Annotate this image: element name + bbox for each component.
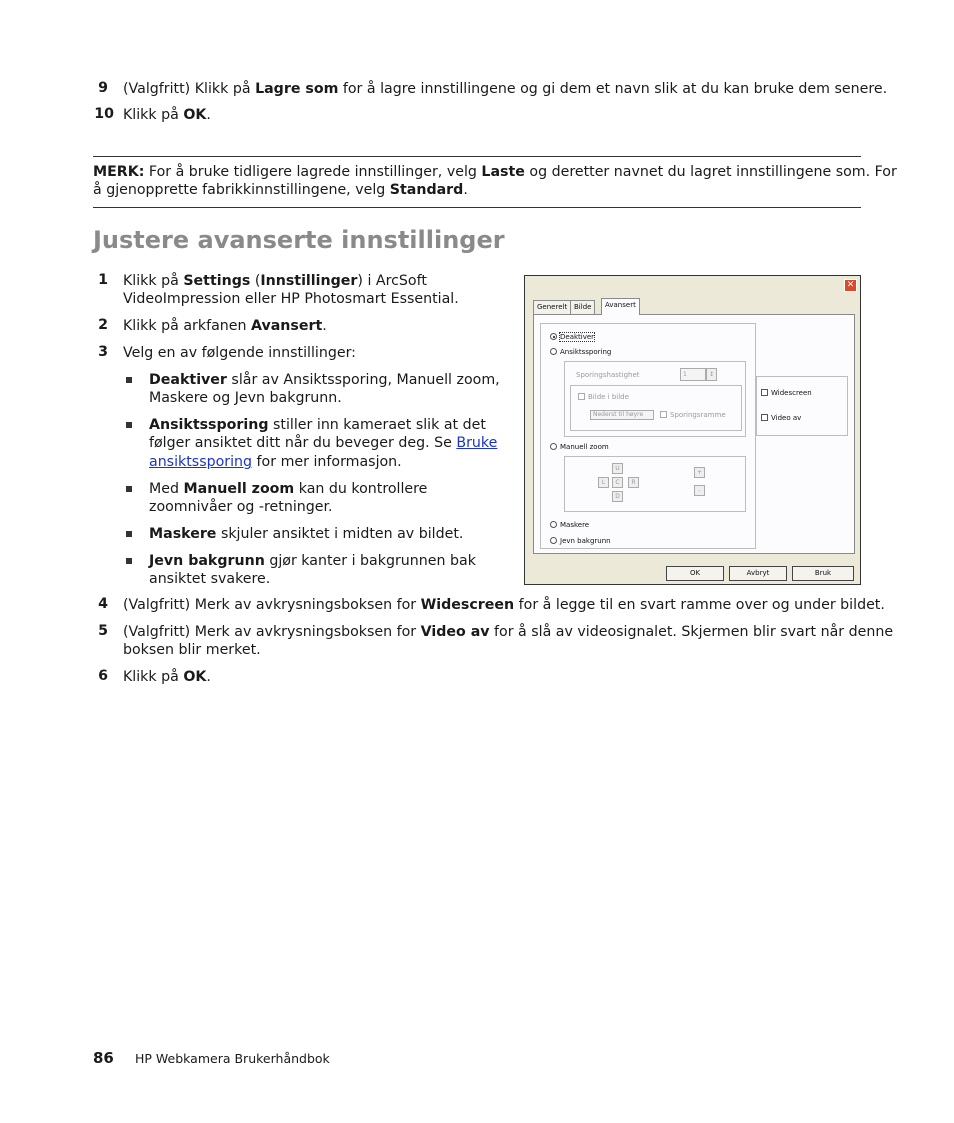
- radio-deactivate[interactable]: [550, 333, 557, 340]
- radio-facetrack-label: Ansiktssporing: [560, 348, 612, 356]
- radio-smooth-background[interactable]: [550, 537, 557, 544]
- output-options-group: [756, 376, 848, 436]
- bullet-3-bold: Manuell zoom: [183, 481, 295, 497]
- step-2-bold: Avansert: [251, 318, 323, 334]
- pan-center-button[interactable]: C: [612, 477, 623, 488]
- bullet-2-post: stiller inn kameraet slik at det: [268, 417, 486, 433]
- note-text-3: å gjenopprette fabrikkinnstillingene, velg: [93, 182, 390, 198]
- note-line-2: [93, 181, 468, 200]
- step-10-pre: Klikk på: [123, 107, 184, 123]
- note-bold-1: Laste: [481, 164, 525, 180]
- pan-right-button[interactable]: R: [628, 477, 639, 488]
- speed-spinner-icon[interactable]: ↕: [706, 368, 717, 381]
- step-5-line-1: [123, 623, 893, 642]
- step-6-post: .: [206, 669, 211, 685]
- zoom-in-button[interactable]: +: [694, 467, 705, 478]
- step-2-text: [123, 317, 327, 336]
- step-5-bold: Video av: [420, 624, 490, 640]
- note-bold-2: Standard: [389, 182, 464, 198]
- step-5-pre: (Valgfritt) Merk av avkrysningsboksen for: [123, 624, 421, 640]
- advanced-settings-dialog: [524, 275, 861, 585]
- bullet-marker-4: [126, 531, 132, 537]
- bullet-5-post: gjør kanter i bakgrunnen bak: [264, 553, 476, 569]
- bullet-1-bold: Deaktiver: [149, 372, 227, 388]
- step-9-post: for å lagre innstillingene og gi dem et navn slik at du kan bruke dem senere.: [338, 81, 888, 97]
- pip-label: Bilde i bilde: [588, 393, 629, 401]
- bullet-marker-5: [126, 558, 132, 564]
- note-text-1: For å bruke tidligere lagrede innstillinger, velg: [144, 164, 482, 180]
- step-4-text: [123, 596, 885, 615]
- bullet-2-line-2: [149, 434, 497, 453]
- step-2-pre: Klikk på arkfanen: [123, 318, 251, 334]
- track-frame-checkbox[interactable]: [660, 411, 667, 418]
- note-line-1: [93, 163, 897, 182]
- step-10-post: .: [206, 107, 211, 123]
- bullet-marker-2: [126, 422, 132, 428]
- bullet-4-bold: Maskere: [149, 526, 217, 542]
- step-1-line-1: [123, 272, 427, 291]
- tab-avansert[interactable]: Avansert: [601, 298, 640, 315]
- step-4-number: 4: [98, 596, 108, 612]
- video-off-checkbox[interactable]: [761, 414, 768, 421]
- footer-title: HP Webkamera Brukerhåndbok: [135, 1051, 330, 1066]
- zoom-out-button[interactable]: -: [694, 485, 705, 496]
- step-9-bold: Lagre som: [255, 81, 339, 97]
- step-6-pre: Klikk på: [123, 669, 184, 685]
- radio-mask-label: Maskere: [560, 521, 590, 529]
- pip-group: [570, 385, 742, 431]
- step-5-number: 5: [98, 623, 108, 639]
- bullet-marker-1: [126, 377, 132, 383]
- radio-smooth-background-label: Jevn bakgrunn: [560, 537, 611, 545]
- step-1-mid: (: [250, 273, 261, 289]
- bullet-3-post: kan du kontrollere: [294, 481, 428, 497]
- pip-checkbox[interactable]: [578, 393, 585, 400]
- note-label: MERK:: [93, 164, 145, 180]
- radio-facetrack[interactable]: [550, 348, 557, 355]
- advanced-tab-panel: [533, 314, 855, 554]
- step-1-bold-2: Innstillinger: [260, 273, 358, 289]
- video-off-label: Video av: [771, 414, 802, 422]
- close-icon[interactable]: ✕: [844, 279, 857, 292]
- pip-position-select[interactable]: Nederst til høyre: [590, 410, 654, 420]
- step-9-text: [123, 80, 887, 99]
- step-1-pre: Klikk på: [123, 273, 184, 289]
- step-4-post: for å legge til en svart ramme over og under bildet.: [514, 597, 885, 613]
- track-frame-label: Sporingsramme: [670, 411, 726, 419]
- step-3-number: 3: [98, 344, 108, 360]
- bullet-1-line-1: [149, 371, 500, 390]
- pan-down-button[interactable]: D: [612, 491, 623, 502]
- radio-mask[interactable]: [550, 521, 557, 528]
- bullet-2-line-3: [149, 453, 402, 472]
- bullet-3-line-1: [149, 480, 427, 499]
- step-6-number: 6: [98, 668, 108, 684]
- step-5-line-2: boksen blir merket.: [123, 642, 261, 658]
- step-6-text: [123, 668, 211, 687]
- widescreen-checkbox[interactable]: [761, 389, 768, 396]
- radio-manual-zoom-label: Manuell zoom: [560, 443, 609, 451]
- bullet-5-line-1: [149, 552, 476, 571]
- bullet-2-line-3-text: for mer informasjon.: [252, 454, 402, 470]
- radio-deactivate-label: Deaktiver: [560, 333, 595, 341]
- widescreen-label: Widescreen: [771, 389, 812, 397]
- ok-button[interactable]: OK: [666, 566, 724, 581]
- bullet-2-bold: Ansiktssporing: [149, 417, 269, 433]
- tab-bilde[interactable]: Bilde: [570, 300, 595, 314]
- step-9-pre: (Valgfritt) Klikk på: [123, 81, 256, 97]
- bullet-1-line-2: Maskere og Jevn bakgrunn.: [149, 390, 342, 406]
- step-5-post: for å slå av videosignalet. Skjermen blir svart når denne: [489, 624, 894, 640]
- bullet-3-pre: Med: [149, 481, 184, 497]
- bullet-3-line-2: zoomnivåer og -retninger.: [149, 499, 333, 515]
- step-10-text: [123, 106, 211, 125]
- radio-manual-zoom[interactable]: [550, 443, 557, 450]
- step-2-number: 2: [98, 317, 108, 333]
- step-1-post: ) i ArcSoft: [357, 273, 427, 289]
- step-4-pre: (Valgfritt) Merk av avkrysningsboksen for: [123, 597, 421, 613]
- bruke-ansiktssporing-link-1[interactable]: Bruke: [456, 435, 498, 451]
- bullet-2-line-2-text: følger ansiktet ditt når du beveger deg. Se: [149, 435, 457, 451]
- step-10-bold: OK: [183, 107, 207, 123]
- speed-spinner[interactable]: 1: [680, 368, 706, 381]
- bullet-4-post: skjuler ansiktet i midten av bildet.: [216, 526, 464, 542]
- bullet-1-post: slår av Ansiktssporing, Manuell zoom,: [226, 372, 500, 388]
- note-text-2: og deretter navnet du lagret innstillingene som. For: [524, 164, 897, 180]
- note-bottom-rule: [93, 207, 861, 208]
- bullet-2-line-1: [149, 416, 486, 435]
- step-1-bold-1: Settings: [183, 273, 251, 289]
- manual-zoom-group: [564, 456, 746, 512]
- step-2-post: .: [322, 318, 327, 334]
- bullet-4-line-1: [149, 525, 463, 544]
- bullet-5-bold: Jevn bakgrunn: [149, 553, 265, 569]
- step-1-line-2: VideoImpression eller HP Photosmart Essential.: [123, 291, 459, 307]
- step-10-number: 10: [94, 106, 114, 122]
- step-4-bold: Widescreen: [420, 597, 515, 613]
- step-3-text: Velg en av følgende innstillinger:: [123, 345, 356, 361]
- note-text-4: .: [463, 182, 468, 198]
- step-9-number: 9: [98, 80, 108, 96]
- apply-button[interactable]: Bruk: [792, 566, 854, 581]
- bullet-5-line-2: ansiktet svakere.: [149, 571, 271, 587]
- pan-up-button[interactable]: U: [612, 463, 623, 474]
- pan-left-button[interactable]: L: [598, 477, 609, 488]
- note-top-rule: [93, 156, 861, 157]
- speed-label: Sporingshastighet: [576, 371, 640, 379]
- tab-generelt[interactable]: Generelt: [533, 300, 571, 314]
- cancel-button[interactable]: Avbryt: [729, 566, 787, 581]
- page-number: 86: [93, 1049, 114, 1067]
- step-6-bold: OK: [183, 669, 207, 685]
- section-heading: Justere avanserte innstillinger: [93, 226, 505, 254]
- step-1-number: 1: [98, 272, 108, 288]
- bruke-ansiktssporing-link-2[interactable]: ansiktssporing: [149, 454, 253, 470]
- bullet-marker-3: [126, 486, 132, 492]
